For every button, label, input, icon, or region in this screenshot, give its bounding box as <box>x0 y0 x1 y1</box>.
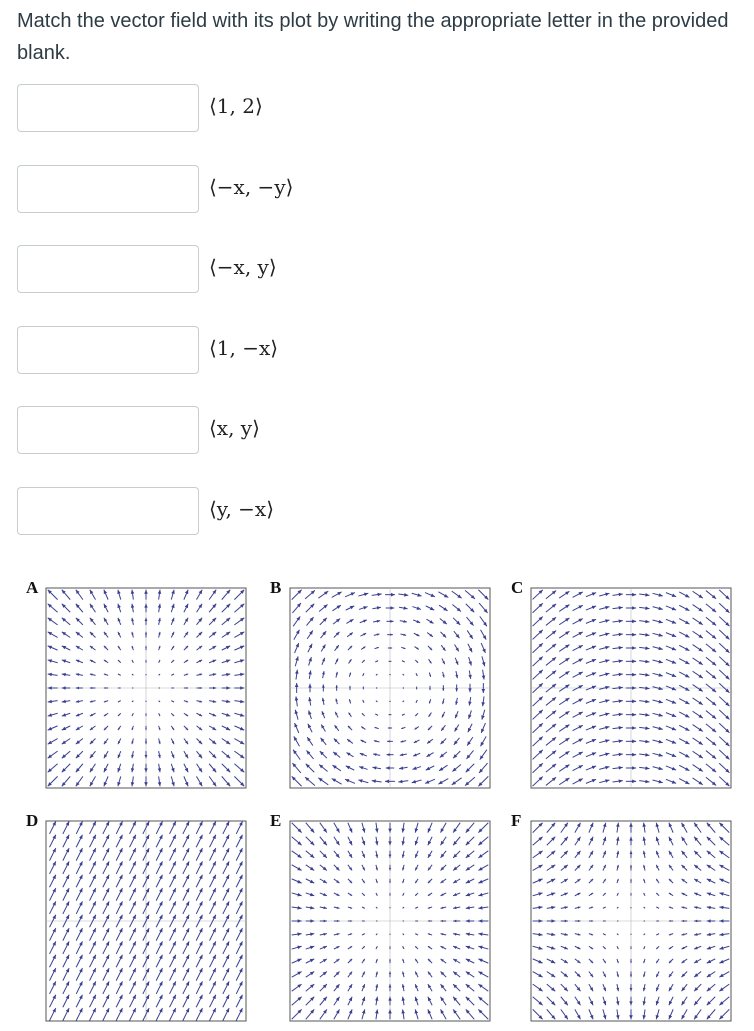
answer-input[interactable] <box>17 165 199 213</box>
plot-letter: C <box>511 578 524 597</box>
match-row <box>17 487 417 537</box>
question-prompt: Match the vector field with its plot by writing the appropriate letter in the provided blank. <box>17 10 729 64</box>
vector-arrow <box>145 660 146 663</box>
vector-arrow <box>631 934 632 935</box>
field-expression: ⟨−x, y⟩ <box>209 255 277 279</box>
plot-panel-a <box>26 578 266 798</box>
vector-arrow <box>617 921 618 922</box>
vector-arrow <box>132 688 133 689</box>
match-row <box>17 84 417 134</box>
match-row <box>17 406 417 456</box>
vector-arrow <box>390 907 391 908</box>
field-expression: ⟨1, −x⟩ <box>209 336 279 360</box>
vector-field-plot <box>26 578 266 798</box>
vector-arrow <box>389 661 392 662</box>
vector-field-plot <box>270 811 510 1031</box>
vector-arrow <box>403 687 404 688</box>
vector-arrow <box>631 907 632 908</box>
plot-panel-e <box>270 811 510 1031</box>
vector-arrow <box>376 687 377 688</box>
plot-letter: D <box>26 811 39 830</box>
vector-arrow <box>630 893 631 896</box>
vector-arrow <box>630 946 631 949</box>
vector-arrow <box>146 701 147 702</box>
vector-arrow <box>403 921 404 922</box>
vector-arrow <box>376 921 377 922</box>
vector-arrow <box>656 920 659 921</box>
vector-arrow <box>146 674 147 675</box>
vector-arrow <box>390 934 391 935</box>
vector-arrow <box>171 687 174 688</box>
field-expression: ⟨1, 2⟩ <box>209 94 263 118</box>
field-expression: ⟨x, y⟩ <box>209 416 260 440</box>
plot-panel-c <box>511 578 751 798</box>
answer-input[interactable] <box>17 84 199 132</box>
match-row <box>17 326 417 376</box>
vector-field-plot <box>26 811 266 1031</box>
vector-field-plot <box>511 811 751 1031</box>
vector-field-plot <box>270 578 510 798</box>
answer-input[interactable] <box>17 406 199 454</box>
vector-arrow <box>145 713 146 716</box>
answer-input[interactable] <box>17 487 199 535</box>
vector-arrow <box>389 674 390 675</box>
plot-letter: F <box>511 811 522 830</box>
vector-field-plot <box>511 578 751 798</box>
plot-letter: B <box>270 578 282 597</box>
vector-arrow <box>415 920 418 921</box>
match-row <box>17 165 417 215</box>
plot-panel-f <box>511 811 751 1031</box>
answer-input[interactable] <box>17 245 199 293</box>
vector-arrow <box>389 701 390 702</box>
field-expression: ⟨y, −x⟩ <box>209 497 274 521</box>
vector-arrow <box>389 946 390 949</box>
vector-arrow <box>118 687 121 688</box>
match-row <box>17 245 417 295</box>
plot-letter: E <box>270 811 282 830</box>
vector-arrow <box>644 921 645 922</box>
plot-panel-d <box>26 811 266 1031</box>
vector-arrow <box>389 893 390 896</box>
vector-arrow <box>416 687 417 690</box>
plot-panel-b <box>270 578 510 798</box>
vector-arrow <box>362 920 365 921</box>
answer-input[interactable] <box>17 326 199 374</box>
vector-arrow <box>363 687 364 690</box>
vector-arrow <box>159 688 160 689</box>
vector-arrow <box>603 920 606 921</box>
vector-arrow <box>389 714 392 715</box>
plot-letter: A <box>26 578 39 597</box>
field-expression: ⟨−x, −y⟩ <box>209 175 294 199</box>
